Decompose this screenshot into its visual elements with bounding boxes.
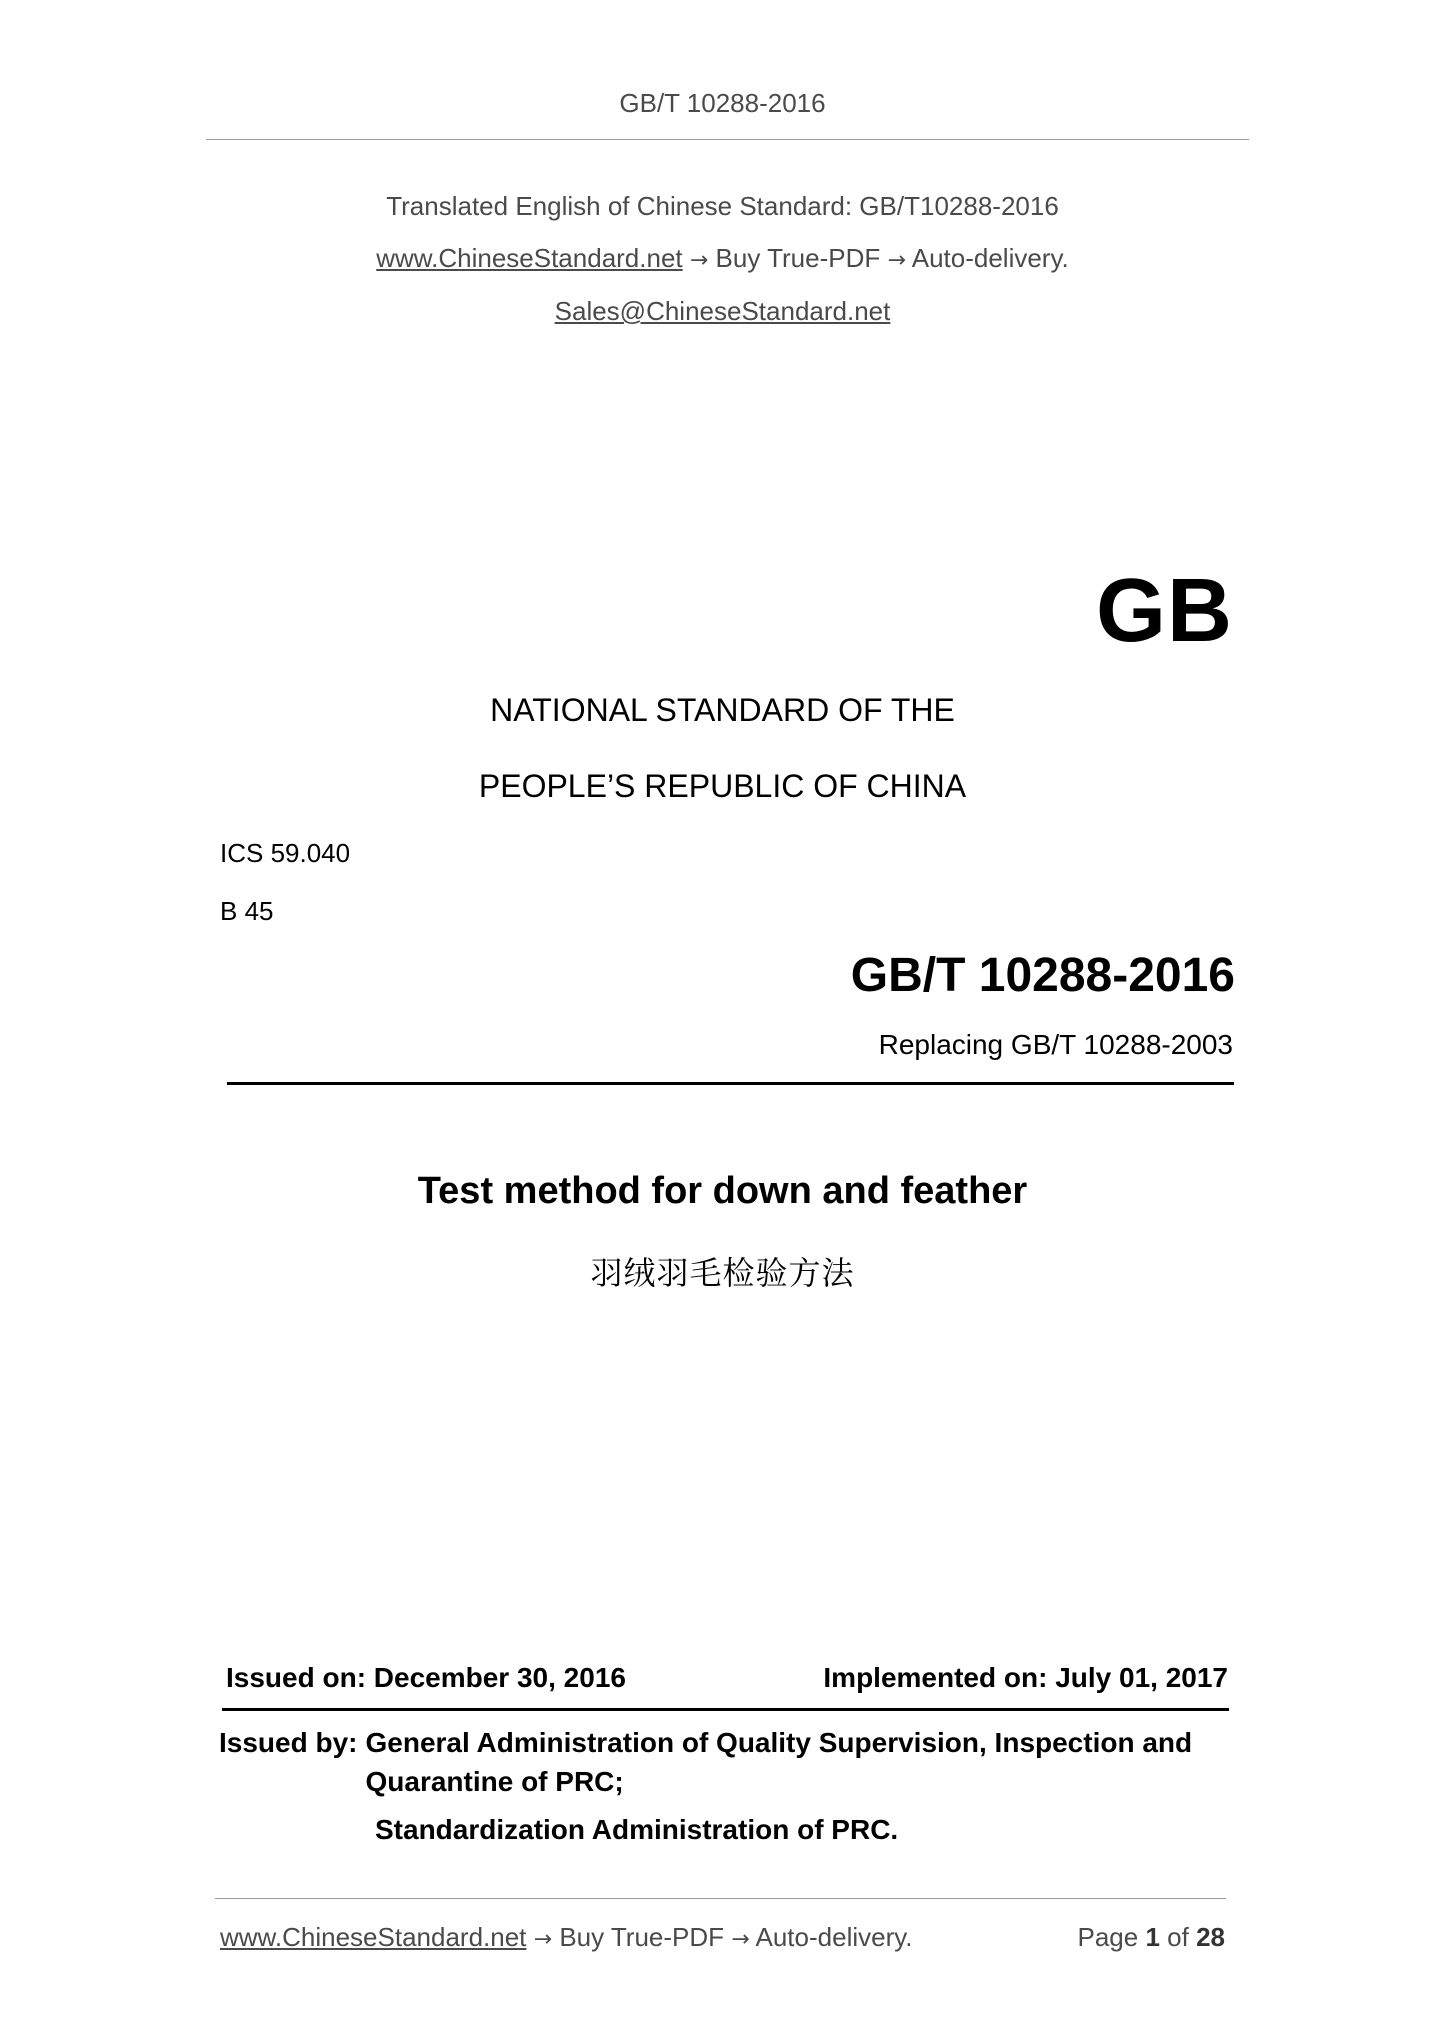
header-divider [206, 139, 1249, 140]
replacing-standard: Replacing GB/T 10288-2003 [878, 1029, 1233, 1060]
footer-auto-text: Auto-delivery. [755, 1922, 913, 1952]
footer-site-link[interactable]: www.ChineseStandard.net [220, 1922, 527, 1952]
arrow-right-icon: → [887, 248, 906, 273]
footer-divider [215, 1898, 1226, 1899]
issued-by-label: Issued by: [219, 1727, 358, 1758]
page-word: Page [1077, 1922, 1139, 1952]
standard-number: GB/T 10288-2016 [850, 949, 1235, 1002]
arrow-right-icon: → [533, 1927, 553, 1952]
arrow-right-icon: → [689, 248, 709, 273]
of-word: of [1167, 1922, 1189, 1952]
promo-email-line [0, 296, 1445, 327]
issuing-organization-2: Standardization Administration of PRC. [375, 1814, 899, 1845]
page-indicator [1077, 1922, 1225, 1953]
national-standard-line-2: PEOPLE’S REPUBLIC OF CHINA [478, 768, 967, 804]
gb-mark: GB [1096, 561, 1233, 661]
standard-number-rule [227, 1082, 1234, 1085]
issuing-organization-1: General Administration of Quality Supervision, Inspection and Quarantine of PRC; [365, 1727, 1193, 1797]
page-total: 28 [1196, 1922, 1225, 1952]
ics-code: ICS 59.040 [220, 838, 351, 868]
footer-buy-text: Buy True-PDF [559, 1922, 725, 1952]
page-number: 1 [1145, 1922, 1160, 1952]
title-english: Test method for down and feather [417, 1170, 1028, 1212]
buy-true-pdf-text: Buy True-PDF [715, 243, 881, 273]
issued-on-date: Issued on: December 30, 2016 [226, 1662, 626, 1693]
running-header: GB/T 10288-2016 [619, 88, 826, 118]
dates-rule [222, 1708, 1229, 1711]
title-chinese: 羽绒羽毛检验方法 [590, 1255, 855, 1291]
ccs-code: B 45 [220, 896, 274, 926]
footer-promo [220, 1922, 913, 1953]
auto-delivery-text: Auto-delivery. [911, 243, 1069, 273]
site-link[interactable]: www.ChineseStandard.net [376, 243, 683, 273]
issued-by-block [219, 1723, 1239, 1849]
implemented-on-date: Implemented on: July 01, 2017 [823, 1662, 1228, 1693]
promo-buy-line [0, 243, 1445, 274]
sales-email-link[interactable]: Sales@ChineseStandard.net [554, 296, 891, 326]
arrow-right-icon: → [731, 1927, 750, 1952]
national-standard-line-1: NATIONAL STANDARD OF THE [490, 692, 955, 728]
translation-notice: Translated English of Chinese Standard: GB/T10288-2016 [386, 191, 1059, 221]
